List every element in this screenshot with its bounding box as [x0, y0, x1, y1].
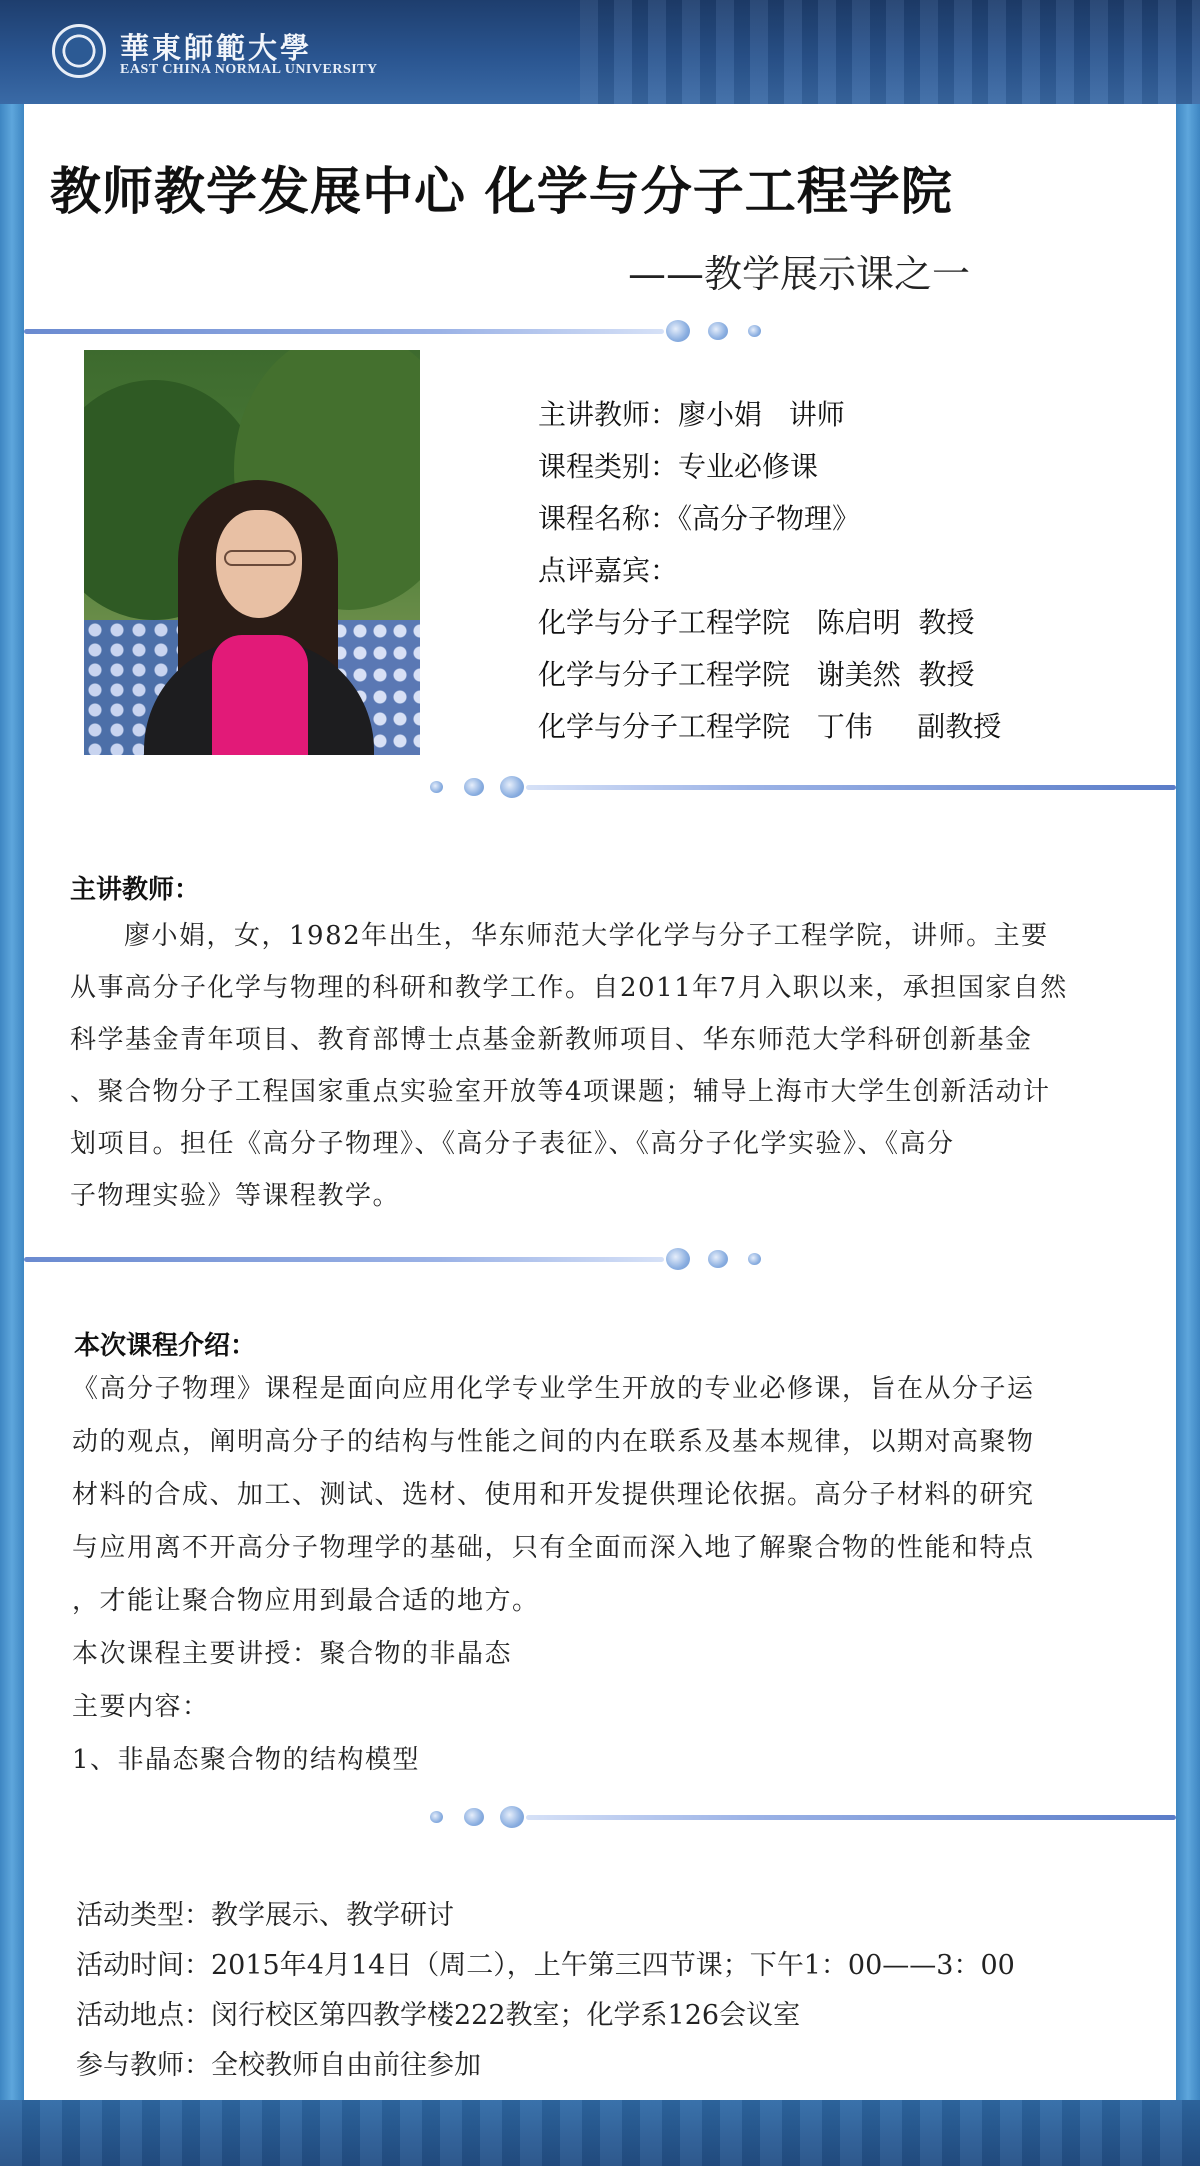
footer-band — [0, 2100, 1200, 2166]
event-participants: 参与教师：全校教师自由前往参加 — [76, 2050, 481, 2081]
footer-building-image — [0, 2100, 1200, 2166]
info-course-name: 课程名称：《高分子物理》 — [538, 502, 861, 535]
university-name-en: EAST CHINA NORMAL UNIVERSITY — [120, 62, 378, 77]
course-line: 《高分子物理》课程是面向应用化学专业学生开放的专业必修课，旨在从分子运 — [72, 1374, 1035, 1404]
info-reviewers-label: 点评嘉宾： — [538, 554, 679, 587]
info-category: 课程类别：专业必修课 — [538, 450, 819, 483]
course-line: 与应用离不开高分子物理学的基础，只有全面而深入地了解聚合物的性能和特点 — [72, 1533, 1035, 1563]
bio-line: 从事高分子化学与物理的科研和教学工作。自2011年7月入职以来，承担国家自然 — [70, 973, 1068, 1003]
course-line: 材料的合成、加工、测试、选材、使用和开发提供理论依据。高分子材料的研究 — [72, 1480, 1035, 1510]
page-title: 教师教学发展中心 化学与分子工程学院 — [50, 163, 953, 222]
course-line: ，才能让聚合物应用到最合适的地方。 — [72, 1586, 540, 1616]
header-banner — [0, 0, 1200, 104]
info-reviewer: 化学与分子工程学院 丁伟 副教授 — [538, 710, 1002, 743]
event-time: 活动时间：2015年4月14日（周二），上午第三四节课；下午1：00——3：00 — [76, 1950, 1015, 1981]
banner-building-image — [580, 0, 1200, 104]
university-seal-icon — [52, 24, 106, 78]
bio-heading: 主讲教师： — [70, 875, 201, 905]
divider-4 — [430, 1806, 1176, 1828]
info-lecturer: 主讲教师：廖小娟 讲师 — [538, 398, 845, 431]
bio-line: 子物理实验》等课程教学。 — [70, 1181, 401, 1211]
bio-line: 科学基金青年项目、教育部博士点基金新教师项目、华东师范大学科研创新基金 — [70, 1025, 1033, 1055]
bio-line: 廖小娟，女，1982年出生，华东师范大学化学与分子工程学院，讲师。主要 — [124, 921, 1049, 951]
event-type: 活动类型：教学展示、教学研讨 — [76, 1900, 454, 1931]
course-line: 1、非晶态聚合物的结构模型 — [72, 1745, 421, 1775]
left-border — [0, 104, 24, 2100]
divider-3 — [24, 1248, 784, 1270]
divider-2 — [430, 776, 1176, 798]
course-line: 本次课程主要讲授：聚合物的非晶态 — [72, 1639, 513, 1669]
event-location: 活动地点：闵行校区第四教学楼222教室；化学系126会议室 — [76, 2000, 801, 2031]
course-heading: 本次课程介绍： — [74, 1331, 257, 1361]
page-subtitle: ——教学展示课之一 — [628, 252, 971, 296]
bio-line: 、聚合物分子工程国家重点实验室开放等4项课题；辅导上海市大学生创新活动计 — [70, 1077, 1051, 1107]
divider-1 — [24, 320, 784, 342]
course-line: 主要内容： — [72, 1692, 210, 1722]
university-name-cn: 華東師範大學 — [120, 31, 313, 65]
right-border — [1176, 104, 1200, 2100]
bio-line: 划项目。担任《高分子物理》、《高分子表征》、《高分子化学实验》、《高分 — [70, 1129, 955, 1159]
lecturer-photo — [84, 350, 420, 755]
course-line: 动的观点，阐明高分子的结构与性能之间的内在联系及基本规律，以期对高聚物 — [72, 1427, 1035, 1457]
info-reviewer: 化学与分子工程学院 陈启明 教授 — [538, 606, 975, 639]
info-reviewer: 化学与分子工程学院 谢美然 教授 — [538, 658, 975, 691]
